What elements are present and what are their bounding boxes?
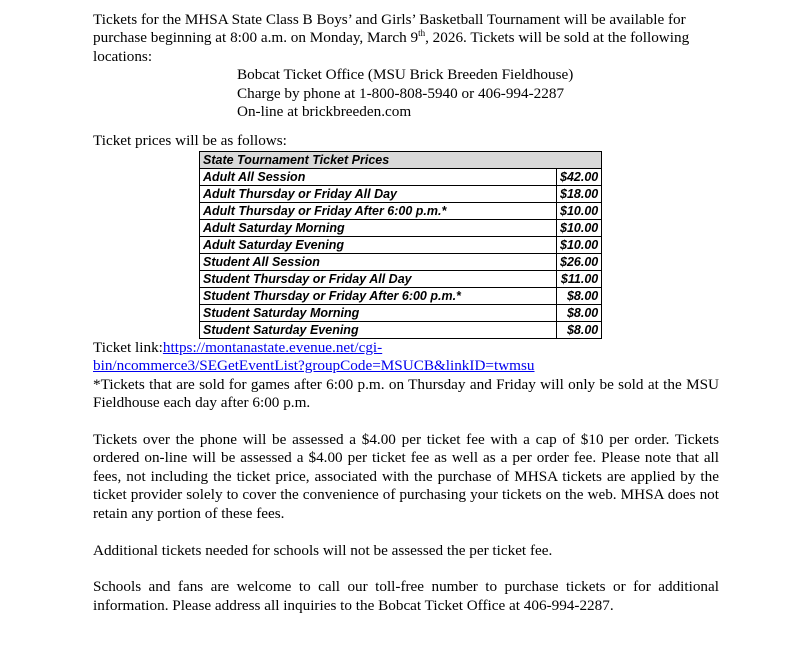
price-value: $8.00 (557, 321, 602, 338)
table-row (200, 185, 602, 202)
intro-text-end: , 2026. Tickets will be sold at the following locations: (93, 29, 690, 65)
table-row (200, 202, 602, 219)
price-item: Adult All Session (200, 168, 557, 185)
ticket-link-line (93, 339, 719, 376)
location-line: Charge by phone at 1-800-808-5940 or 406-994-2287 (237, 84, 565, 102)
ticket-link-url-part1[interactable]: https://montanastate.evenue.net/cgi- (162, 338, 383, 356)
price-item: Student All Session (200, 253, 557, 270)
price-item: Adult Thursday or Friday All Day (200, 185, 557, 202)
price-item: Student Thursday or Friday After 6:00 p.m.* (200, 287, 557, 304)
table-row (200, 236, 602, 253)
table-row (200, 253, 602, 270)
price-value: $26.00 (557, 253, 602, 270)
price-item: Adult Saturday Evening (200, 236, 557, 253)
table-row (200, 168, 602, 185)
footnote: *Tickets that are sold for games after 6:00 p.m. on Thursday and Friday will only be sold at the MSU Fieldhouse each day after 6:00 p.m. (93, 375, 719, 412)
price-value: $42.00 (557, 168, 602, 185)
price-item: Adult Thursday or Friday After 6:00 p.m.* (200, 202, 557, 219)
table-row (200, 321, 602, 338)
price-item: Student Saturday Morning (200, 304, 557, 321)
intro-text: Tickets for the MHSA State Class B Boys’ and Girls’ Basketball Tournament will be available for purchase beginning at 8:00 a.m. on Monday, March 9 (93, 11, 686, 47)
price-item: Adult Saturday Morning (200, 219, 557, 236)
location-line: Bobcat Ticket Office (MSU Brick Breeden Fieldhouse) (237, 66, 574, 84)
intro-paragraph (93, 11, 719, 66)
document-body (93, 11, 719, 615)
price-value: $10.00 (557, 236, 602, 253)
price-value: $10.00 (557, 202, 602, 219)
ticket-link-label: Ticket link: (93, 338, 163, 356)
location-line: On-line at brickbreeden.com (237, 103, 412, 121)
schools-paragraph: Additional tickets needed for schools will not be assessed the per ticket fee. (93, 541, 553, 559)
table-row (200, 287, 602, 304)
price-table-header: State Tournament Ticket Prices (200, 151, 602, 168)
ticket-link-url-part2[interactable]: bin/ncommerce3/SEGetEventList?groupCode=MSUCB&linkID=twmsu (93, 357, 535, 375)
ticket-locations (93, 66, 719, 121)
price-value: $8.00 (557, 304, 602, 321)
price-value: $8.00 (557, 287, 602, 304)
price-item: Student Saturday Evening (200, 321, 557, 338)
price-table (199, 151, 602, 339)
price-item: Student Thursday or Friday All Day (200, 270, 557, 287)
table-row (200, 219, 602, 236)
price-table-header-row (200, 151, 602, 168)
table-row (200, 304, 602, 321)
prices-intro: Ticket prices will be as follows: (93, 132, 287, 150)
price-value: $11.00 (557, 270, 602, 287)
contact-paragraph: Schools and fans are welcome to call our toll-free number to purchase tickets or for additional information. Please address all inquiries to the Bobcat Ticket Office at 406-994-2287. (93, 578, 719, 614)
table-row (200, 270, 602, 287)
intro-superscript: th (418, 28, 426, 39)
price-value: $10.00 (557, 219, 602, 236)
fees-paragraph: Tickets over the phone will be assessed a $4.00 per ticket fee with a cap of $10 per order. Tickets ordered on-line will be assessed a $4.00 per ticket fee as well as a per order fee. Please note that all fees, not including the ticket price, associated with the purchase of MHSA tickets are applied by the ticket provider solely to cover the convenience of purchasing your tickets on the web. MHSA does not retain any portion of these fees. (93, 430, 719, 522)
price-value: $18.00 (557, 185, 602, 202)
